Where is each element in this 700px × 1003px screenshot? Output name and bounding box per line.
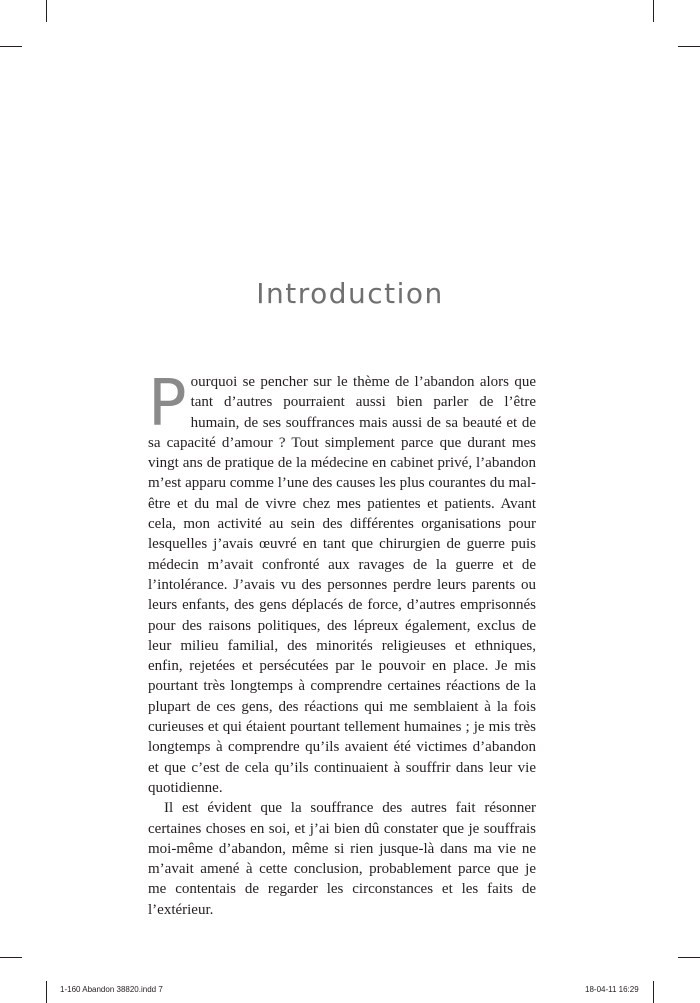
crop-mark (678, 46, 700, 47)
crop-mark (0, 957, 22, 958)
slug-date: 18-04-11 16:29 (585, 985, 639, 994)
crop-mark (46, 0, 47, 22)
crop-mark (46, 981, 47, 1003)
crop-mark (0, 46, 22, 47)
drop-cap: P (148, 367, 187, 441)
paragraph: Il est évident que la souffrance des autres fait résonner certaines choses en soi, et j’ai bien dû constater que je souffrais moi-même d’abandon, même si rien jusque-là dans ma vie ne m’avait amené à cette conclusion, probablement parce que je me contentais de regarder les circonstances et les faits de l’extérieur. (148, 800, 536, 918)
paragraph (148, 367, 536, 798)
crop-mark (678, 957, 700, 958)
page-title: Introduction (256, 276, 444, 310)
crop-mark (653, 981, 654, 1003)
crop-mark (653, 0, 654, 22)
paragraph-text: ourquoi se pencher sur le thème de l’abandon alors que tant d’autres pourraient aussi bien parler de l’être humain, de ses souffrances mais aussi de sa beauté et de sa capacité d’amour ? Tout simplement parce que durant mes vingt ans de pratique de la médecine en cabinet privé, l’abandon m’est apparu comme l’une des causes les plus courantes du mal-être et du mal de vivre chez mes patientes et patients. Avant cela, mon activité au sein des différentes organisations pour lesquelles j’avais œuvré en tant que chirurgien de guerre puis médecin m’avait confronté aux ravages de la guerre et de l’intolérance. J’avais vu des personnes perdre leurs parents ou leurs enfants, des gens déplacés de force, d’autres emprisonnés pour des raisons politiques, des lépreux également, exclus de leur milieu familial, des minorités religieuses et ethniques, enfin, rejetées et persécutées par le pouvoir en place. Je mis pourtant très longtemps à comprendre certaines réactions de la plupart de ces gens, des réactions qui me semblaient à la fois curieuses et qui étaient pourtant tellement humaines ; je mis très longtemps à comprendre qu’ils avaient été victimes d’abandon et que c’est de cela qu’ils continuaient à souffrir dans leur vie quotidienne. (148, 374, 536, 796)
body-text (148, 367, 536, 920)
slug-file: 1-160 Abandon 38820.indd 7 (60, 985, 163, 994)
